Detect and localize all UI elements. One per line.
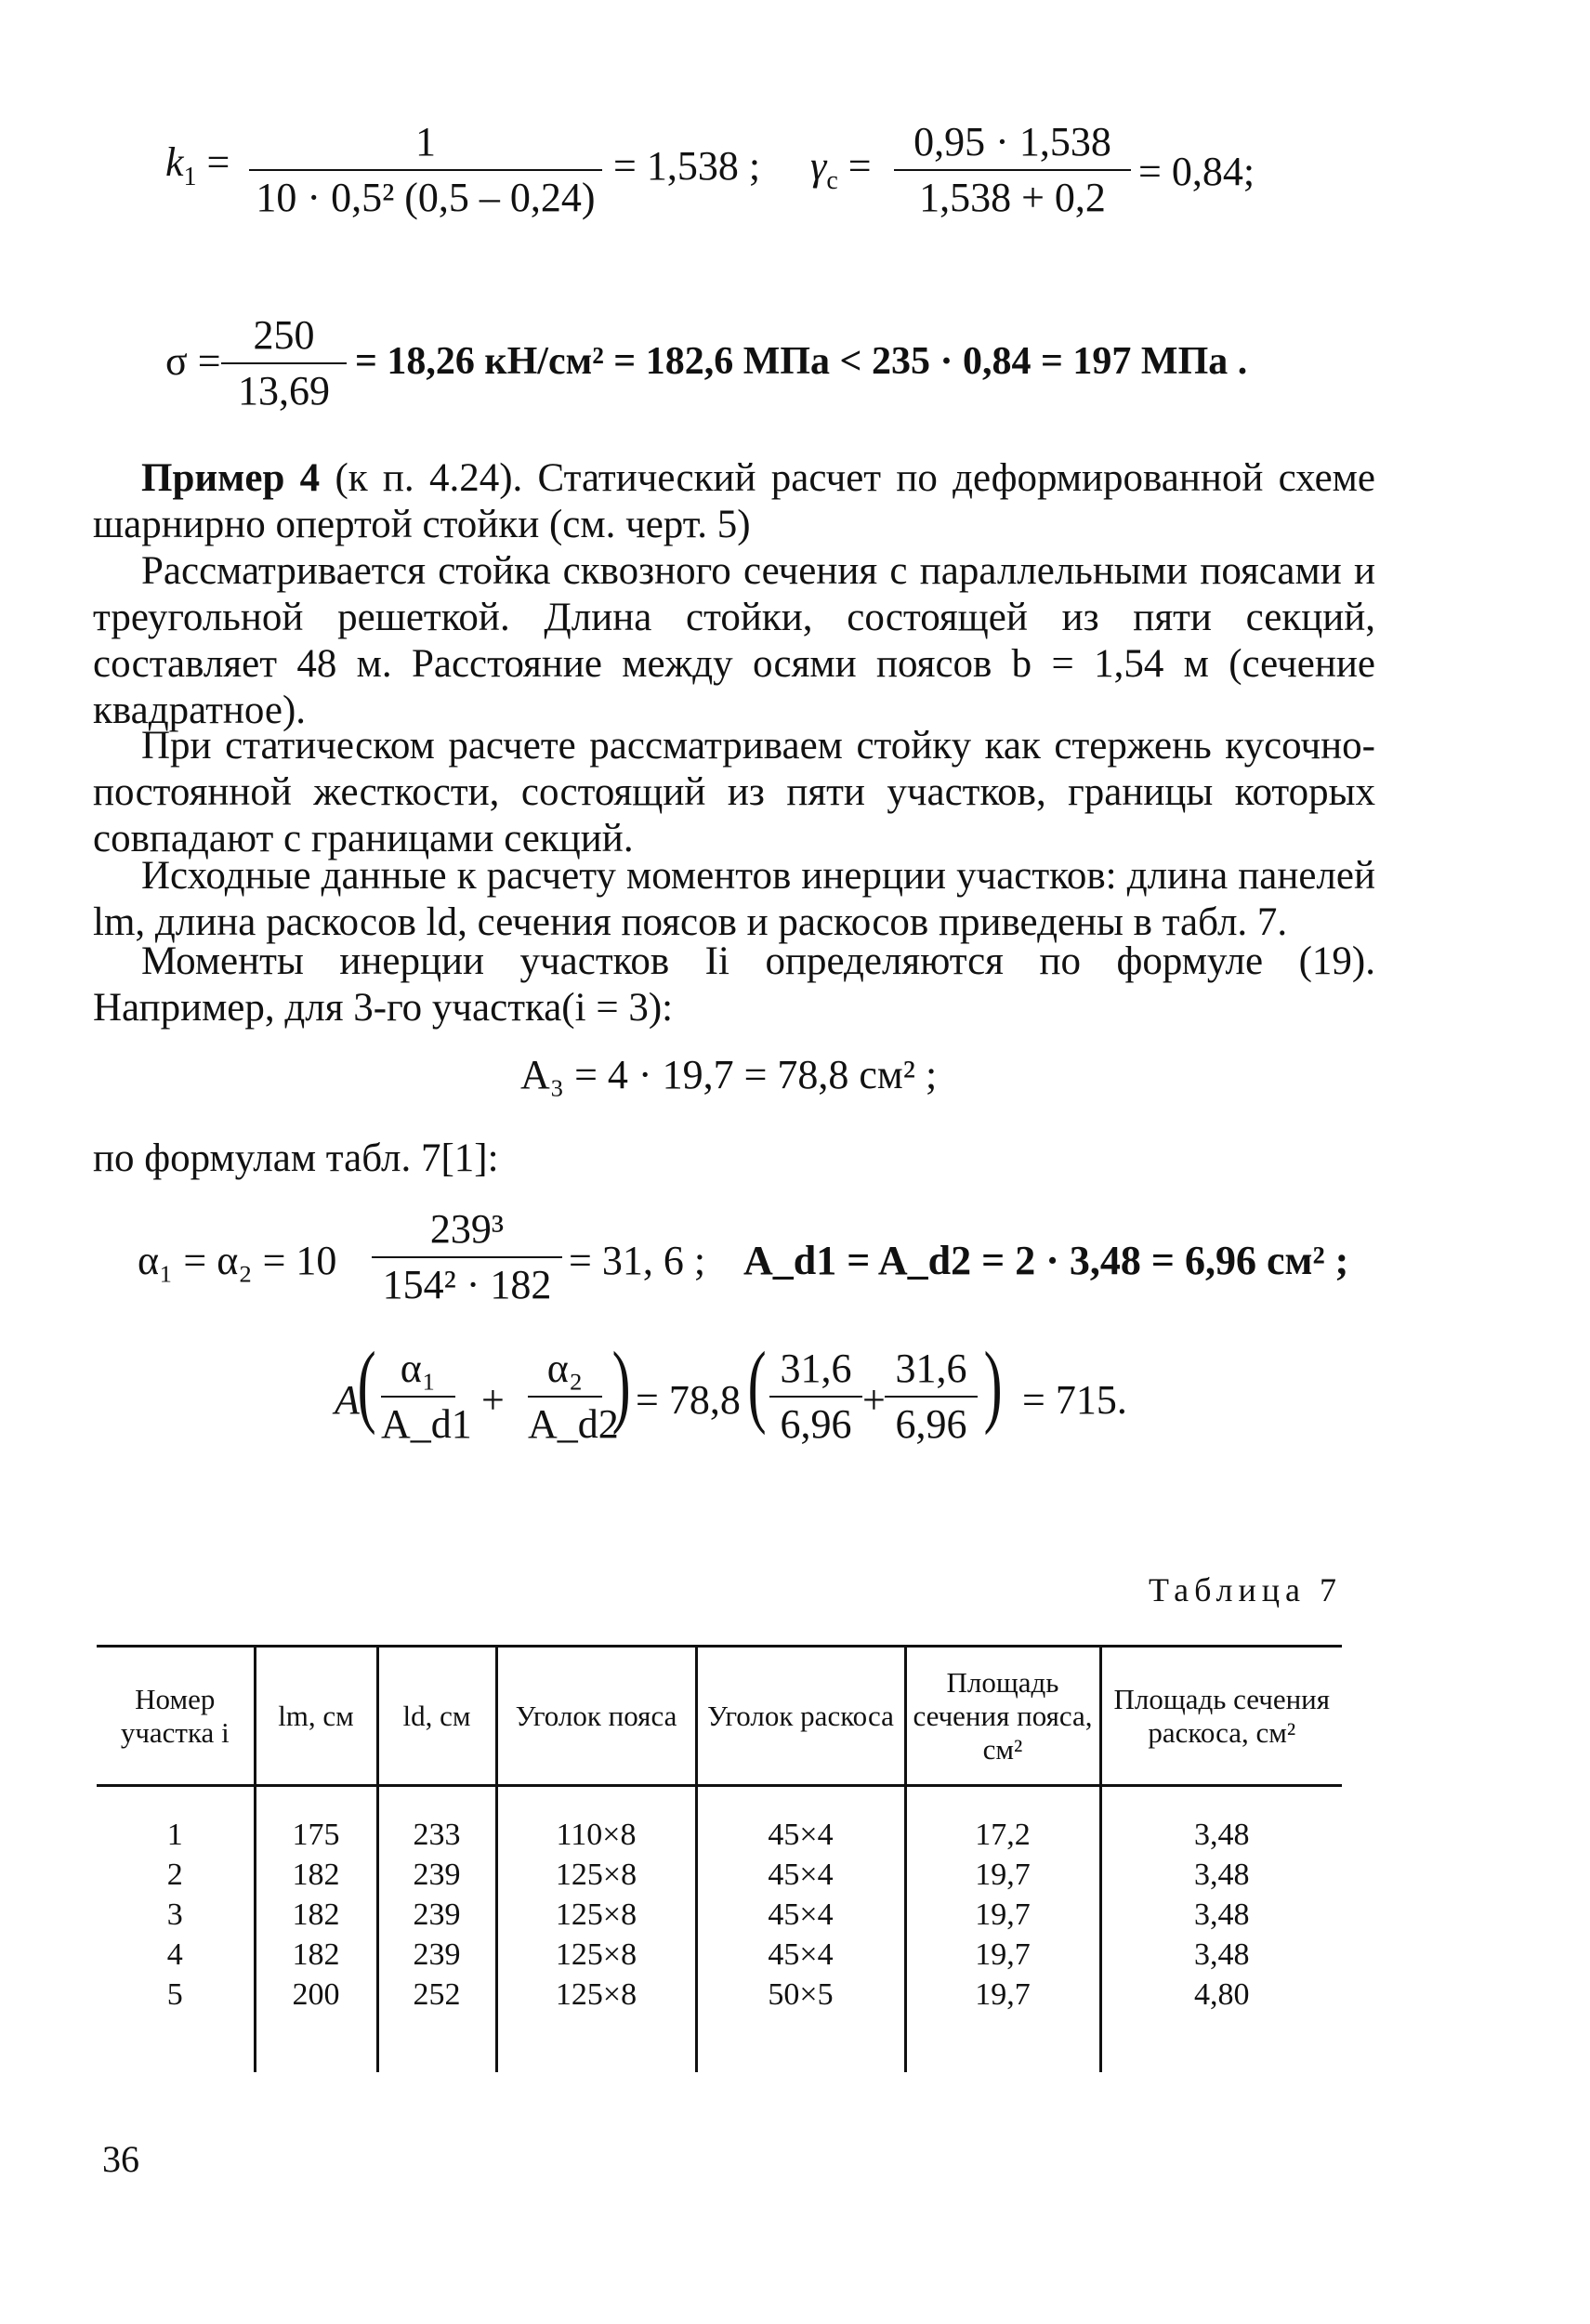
cell: 45×4 xyxy=(696,1895,905,1935)
table-row xyxy=(97,1935,1342,1975)
cell: 239 xyxy=(377,1855,496,1895)
cell: 239 xyxy=(377,1935,496,1975)
cell: 200 xyxy=(255,1975,377,2072)
formula-sigma-numerator: 250 xyxy=(221,312,347,364)
cell: 3,48 xyxy=(1100,1786,1342,1856)
header-brace-angle: Уголок раскоса xyxy=(696,1647,905,1786)
left-paren-1: ( xyxy=(357,1333,376,1436)
cell: 3 xyxy=(166,1897,183,1932)
formula-k1-fraction xyxy=(249,119,602,221)
header-section-number: Номер участка i xyxy=(97,1647,255,1786)
formula-ad-area: A_d1 = A_d2 = 2 · 3,48 = 6,96 см² ; xyxy=(743,1238,1349,1283)
cell: 3,48 xyxy=(1100,1895,1342,1935)
formula-a3: A₃ = 4 · 19,7 = 78,8 см² ; xyxy=(520,1052,938,1097)
formula-sigma-denominator: 13,69 xyxy=(238,368,330,414)
cell: 19,7 xyxy=(905,1855,1100,1895)
header-chord-angle: Уголок пояса xyxy=(496,1647,696,1786)
table-row xyxy=(97,1786,1342,1856)
formula-k1-numerator: 1 xyxy=(249,119,602,171)
header-brace-area: Площадь сечения раскоса, см² xyxy=(1100,1647,1342,1786)
table-header-row xyxy=(97,1647,1342,1786)
table-row xyxy=(97,1895,1342,1935)
table-row xyxy=(97,1855,1342,1895)
cell: 233 xyxy=(377,1786,496,1856)
cell: 45×4 xyxy=(696,1855,905,1895)
cell: 182 xyxy=(255,1935,377,1975)
formula-alpha-lhs: α₁ = α₂ = 10 xyxy=(138,1238,337,1283)
table-7 xyxy=(97,1645,1342,2072)
formula-alpha-fraction xyxy=(372,1206,562,1308)
page-number: 36 xyxy=(102,2138,139,2180)
formula-a-label: A xyxy=(335,1377,360,1423)
formula-gamma-result: = 0,84; xyxy=(1138,149,1255,194)
plus-2: + xyxy=(862,1377,886,1423)
paragraph-1: Рассматривается стойка сквозного сечения с параллельными поясами и треугольной решеткой. Длина стойки, состоящей из пяти секций, составляет 48 м. Расстояние между осями поясов b = 1,54 м (сечение квадратное). xyxy=(93,549,1375,732)
example-heading-paragraph xyxy=(93,455,1375,548)
formula-sigma-result: = 18,26 кН/см² = 182,6 МПа < 235 · 0,84 = 197 МПа . xyxy=(355,340,1248,383)
cell: 19,7 xyxy=(905,1895,1100,1935)
cell: 2 xyxy=(166,1858,183,1892)
formula-gamma-denominator: 1,538 + 0,2 xyxy=(919,175,1106,220)
header-chord-area: Площадь сечения пояса, см² xyxy=(905,1647,1100,1786)
formula-alpha-result: = 31, 6 ; xyxy=(569,1238,706,1283)
cell: 125×8 xyxy=(496,1935,696,1975)
paragraph-3: Исходные данные к расчету моментов инерции участков: длина панелей lm, длина раскосов ld, сечения поясов и раскосов приведены в табл. 7. xyxy=(93,854,1375,944)
cell: 19,7 xyxy=(905,1935,1100,1975)
formula-gamma-numerator: 0,95 · 1,538 xyxy=(894,119,1131,171)
header-ld: ld, см xyxy=(377,1647,496,1786)
formula-k1-lhs: $k_1$ = xyxy=(165,139,230,191)
formula-term-c2 xyxy=(885,1346,978,1448)
plus-1: + xyxy=(481,1377,505,1423)
right-paren-1: ) xyxy=(611,1333,631,1436)
cell: 182 xyxy=(255,1895,377,1935)
cell: 125×8 xyxy=(496,1855,696,1895)
cell: 19,7 xyxy=(905,1975,1100,2072)
right-paren-2: ) xyxy=(983,1333,1003,1436)
paragraph-2: При статическом расчете рассматриваем стойку как стержень кусочно-постоянной жесткости, состоящий из пяти участков, границы которых совпадают с границами секций. xyxy=(93,724,1375,860)
cell: 50×5 xyxy=(696,1975,905,2072)
formula-sigma-fraction xyxy=(221,312,347,414)
cell: 239 xyxy=(377,1895,496,1935)
formula-mid: = 78,8 xyxy=(636,1377,741,1423)
term-a1-den: A_d1 xyxy=(381,1401,472,1447)
formula-k1-denominator: 10 · 0,5² (0,5 – 0,24) xyxy=(256,175,596,220)
formula-alpha-numerator: 239³ xyxy=(372,1206,562,1258)
cell: 1 xyxy=(166,1818,183,1852)
cell: 125×8 xyxy=(496,1975,696,2072)
cell: 45×4 xyxy=(696,1786,905,1856)
cell: 45×4 xyxy=(696,1935,905,1975)
paragraph-5: по формулам табл. 7[1]: xyxy=(93,1136,499,1180)
term-a2-den: A_d2 xyxy=(528,1401,619,1447)
cell: 3,48 xyxy=(1100,1855,1342,1895)
left-paren-2: ( xyxy=(747,1333,767,1436)
cell: 182 xyxy=(255,1855,377,1895)
table-row xyxy=(97,1975,1342,2072)
formula-term-a2 xyxy=(528,1346,619,1448)
term-c1-den: 6,96 xyxy=(780,1401,852,1447)
formula-term-a1 xyxy=(381,1346,472,1448)
term-c1-num: 31,6 xyxy=(769,1346,862,1398)
cell: 3,48 xyxy=(1100,1935,1342,1975)
formula-sigma-lhs: σ = xyxy=(165,338,221,384)
cell: 110×8 xyxy=(496,1786,696,1856)
paragraph-4: Моменты инерции участков Ii определяются по формуле (19). Например, для 3-го участка(i = 3): xyxy=(93,939,1375,1030)
formula-gamma-fraction xyxy=(894,119,1131,221)
cell: 4,80 xyxy=(1100,1975,1342,2072)
cell: 4 xyxy=(166,1937,183,1972)
formula-alpha-denominator: 154² · 182 xyxy=(382,1262,552,1307)
term-a2-num: α₂ xyxy=(528,1346,602,1398)
example-rest: (к п. 4.24). Статический расчет по деформированной схеме шарнирно опертой стойки (см. черт. 5) xyxy=(93,456,1375,546)
formula-715-result: = 715. xyxy=(1022,1377,1127,1423)
term-c2-num: 31,6 xyxy=(885,1346,978,1398)
example-title: Пример 4 xyxy=(141,456,321,500)
formula-term-c1 xyxy=(769,1346,862,1448)
formula-k1-result: = 1,538 ; xyxy=(613,143,761,189)
term-c2-den: 6,96 xyxy=(895,1401,967,1447)
term-a1-num: α₁ xyxy=(381,1346,455,1398)
cell: 252 xyxy=(377,1975,496,2072)
header-lm: lm, см xyxy=(255,1647,377,1786)
cell: 125×8 xyxy=(496,1895,696,1935)
formula-gamma-lhs: $\gamma_c$ = xyxy=(810,143,872,195)
cell: 5 xyxy=(166,1977,183,2012)
table-caption: Таблица 7 xyxy=(1149,1571,1342,1608)
cell: 175 xyxy=(255,1786,377,1856)
cell: 17,2 xyxy=(905,1786,1100,1856)
